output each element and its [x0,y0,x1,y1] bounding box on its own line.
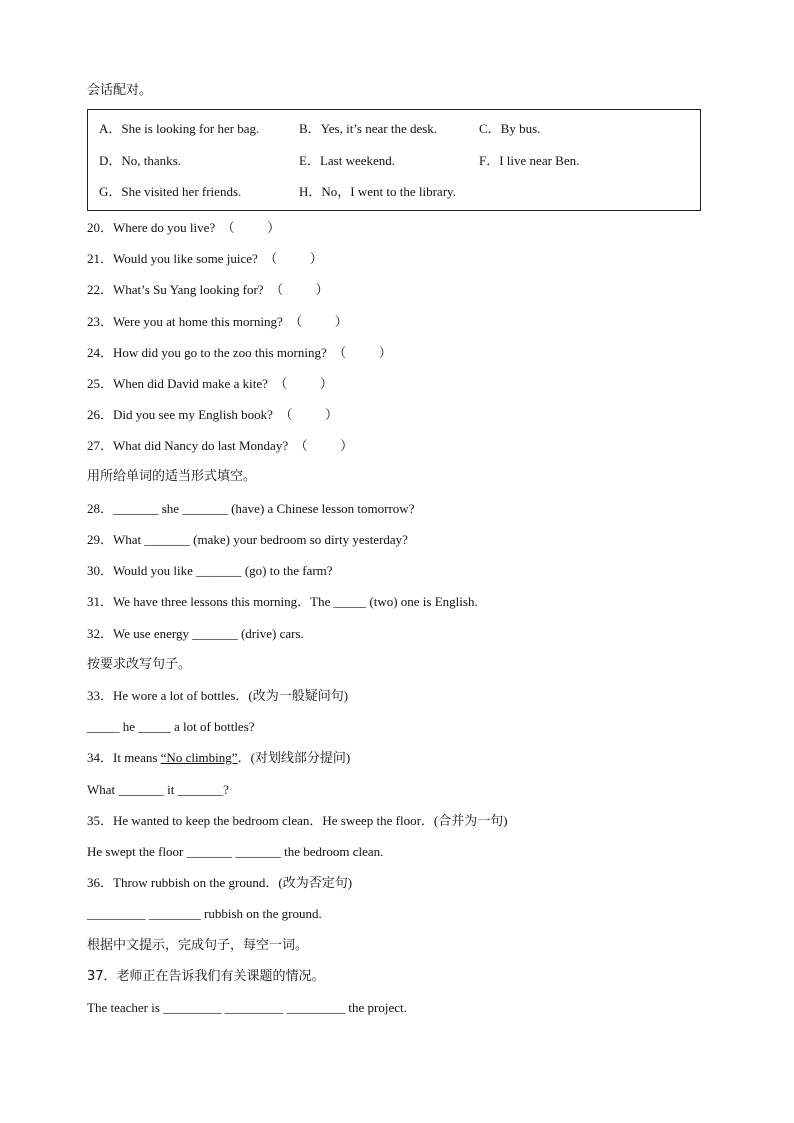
section-title-fill: 用所给单词的适当形式填空。 [87,469,257,484]
answer-33: _____ he _____ a lot of bottles? [87,719,255,734]
option-e: E．Last weekend. [299,153,396,168]
question-32: 32．We use energy _______ (drive) cars. [87,626,304,641]
question-21: 21．Would you like some juice? （ ） [87,251,323,266]
question-23: 23．Were you at home this morning? （ ） [87,314,348,329]
question-20: 20．Where do you live? （ ） [87,220,281,235]
option-a: A．She is looking for her bag. [99,121,260,136]
option-f: F．I live near Ben. [479,153,580,168]
question-25: 25．When did David make a kite? （ ） [87,376,333,391]
question-28: 28．_______ she _______ (have) a Chinese lesson tomorrow? [87,501,415,516]
options-box [87,109,701,211]
question-35: 35．He wanted to keep the bedroom clean．He sweep the floor．(合并为一句) [87,813,508,828]
question-33: 33．He wore a lot of bottles．(改为一般疑问句) [87,688,349,703]
answer-35: He swept the floor _______ _______ the bedroom clean. [87,844,384,859]
question-24: 24．How did you go to the zoo this morning? （ ） [87,345,392,360]
option-h: H．No，I went to the library. [299,184,456,199]
option-c: C．By bus. [479,121,541,136]
question-34-suffix: ．(对划线部分提问) [237,750,351,765]
option-b: B．Yes, it’s near the desk. [299,121,438,136]
question-34 [87,750,350,766]
answer-36: _________ ________ rubbish on the ground. [87,906,322,921]
question-34-underlined: “No climbing” [160,750,238,765]
question-22: 22．What’s Su Yang looking for? （ ） [87,282,329,297]
section-title-matching: 会话配对。 [87,83,153,98]
section-title-chinese: 根据中文提示，完成句子，每空一词。 [87,938,309,953]
answer-34: What _______ it _______? [87,782,229,797]
question-26: 26．Did you see my English book? （ ） [87,407,338,422]
option-g: G．She visited her friends. [99,184,242,199]
question-34-prefix: 34．It means [87,750,161,765]
question-36: 36．Throw rubbish on the ground．(改为否定句) [87,875,353,890]
section-title-rewrite: 按要求改写句子。 [87,657,192,672]
question-30: 30．Would you like _______ (go) to the farm? [87,563,333,578]
question-27: 27．What did Nancy do last Monday? （ ） [87,438,354,453]
question-37: 37．老师正在告诉我们有关课题的情况。 [87,969,325,984]
option-d: D．No, thanks. [99,153,181,168]
question-31: 31．We have three lessons this morning．The _____ (two) one is English. [87,594,478,609]
answer-37: The teacher is _________ _________ _________ the project. [87,1000,407,1015]
question-29: 29．What _______ (make) your bedroom so dirty yesterday? [87,532,408,547]
